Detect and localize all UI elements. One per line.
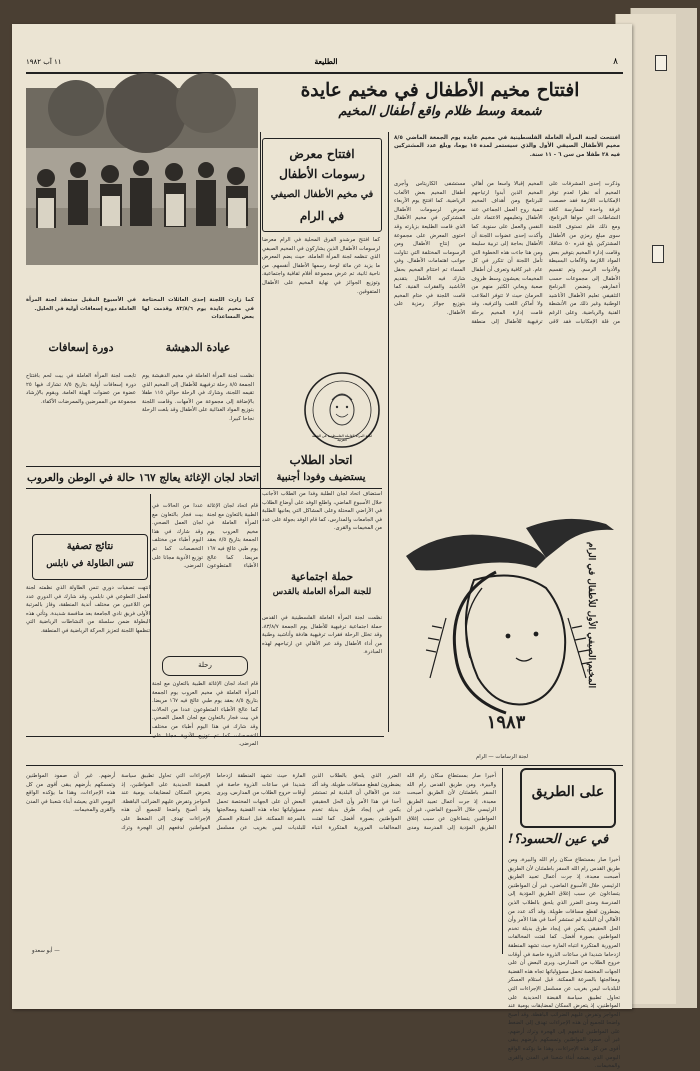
column-rule — [502, 768, 503, 954]
clinic-body: نظمت لجنة المرأة العاملة في مخيم الدهيشة يوم الجمعة ٨/٥ رحلة ترفيهية للأطفال إلى المخيم الذي تقيمه اللجنة، وشارك في الرحلة حوالي ١١٥ طفلا بالإضافة إلى مجموعة من الأمهات. وقامت اللجنة بتوزيع المواد الغذائية على الأطفال وقد بلغت الرحلة نجاحا كبيرا. — [142, 373, 255, 422]
summer-camp-poster — [386, 508, 622, 748]
main-article-body: وذكرت إحدى المشرفات على المخيم أنه نظرا لعدم توفر الإمكانيات اللازمة فقد خصصت غرفة واحدة لممارسة كافة النشاطات التي حواها البرنامج، ومع ذلك فلم تستوف اللجنة سوى مبلغ رمزي من الأطفال المشتركين بلغ قدره ٥٠ شاقلا، وقامت إدارة المخيم بتوفير بعض المواد اللازمة والألعاب البسيطة والأدوات الرسم. وتم تقسيم الأطفال إلى مجموعات حسب أعمارهم، وتضمن البرنامج التثقيفي تعليم الأطفال الأناشيد الوطنية وغير ذلك من الأنشطة الفنية والرياضية. وعلى الرغم من قلة الإمكانيات فقد لاقى المخيم إقبالا واسعا من أهالي المخيم الذين أبدوا ارتياحهم للبرنامج ومن أهداف المخيم تنمية روح العمل الجماعي عند الأطفال وتعليمهم الاعتماد على النفس والعمل على سنوية. كما وأكدت إحدى عضوات اللجنة أن الأطفال بحاجة إلى تربية سليمة ومن هنا جاءت هذه الخطوة التي تأمل اللجنة أن تتكرر في كل عام. غير كافية وتعرف أن أطفال المخيمات يعيشون وسط ظروف صعبة ويعاني الكثير منهم من الحرمان حيث لا تتوفر الملاعب ولا أماكن اللعب والترفيه، وقد قامت إدارة المخيم برحلة ترفيهية للأطفال إلى منطقة مستشفى الكاريتاس وأجرى أطفال المخيم بعض الألعاب الرياضية. كما افتتح يوم الأربعاء معرض لرسومات الأطفال المشتركين في مخيم الأطفال الذي قامت الطليعة بزيارته وقد احتوى المعرض على مجموعة من إنتاج الأطفال ومن الرسومات المختلفة التي تناولت جوانب اهتمامات الأطفال. وفي المساء تم اختتام المخيم بحفل شارك فيه الأطفال بتقديم الأناشيد والفقرات الفنية. كما قامت اللجنة في ختام المخيم بتوزيع جوائز رمزية على الأطفال. — [394, 181, 620, 325]
campaign-body: نظمت لجنة المرأة العاملة الفلسطينية في القدس حملة اجتماعية ترفيهية للأطفال يوم الجمعة ٨٣/٨/٧، وقد تخلل الرحلة فقرات ترفيهية هادفة وأناشيد وطنية من أداء الأطفال وقد عبر الأهالي عن ارتياحهم لهذه المبادرة. — [262, 615, 382, 656]
exhibition-title-line: رسومات الأطفال — [279, 167, 365, 181]
course-body: تابعت لجنة المرأة العاملة في بيت لحم بافتتاح دورة إسعافات أولية بتاريخ ٨/٥ تشارك فيها ٢٥ عضوة من عضوات الهيئة العامة. ويقوم بالإرشاد مجموعة من الممرضين والممرضات الأكفاء. — [26, 373, 136, 405]
exhibition-title-box — [262, 138, 382, 232]
exhibition-body: كما افتتح مرشدو الفرق المحلية في الرام معرضا لرسومات الأطفال الذين يشاركون في المخيم الصيفي الذي تنظمه لجنة المرأة العاملة، حيث يضم المعرض ما يزيد عن مائة لوحة رسمها الأطفال أنفسهم. من ناحية ثانية، تم عرض مجموعة أفلام ثقافية واجتماعية، وتوزيع الجوائز في نهاية المخيم على الأطفال المتفوقين. — [262, 237, 380, 295]
nablus-subtitle: تنس الطاولة في نابلس — [46, 559, 134, 569]
section-rule — [26, 488, 382, 489]
exhibition-title-line: في الرام — [299, 209, 345, 223]
exhibition-title-line: افتتاح معرض — [289, 147, 355, 161]
relief-body: قام اتحاد لجان الإغاثة الطبية بالتعاون مع لجنة المرأة العاملة في مخيم العروب يوم الجمعة بتاريخ ٨/٥ بعقد يوم طبي عالج فيه ١٦٧ مريضا. كما عالج الأطباء المتطوعون عددا من الحالات في بيت فجار بالتعاون مع لجان العمل الصحي. وقد شارك في هذا اليوم أطباء من مختلف التخصصات كما تم توزيع الأدوية مجانا على المرضى. — [152, 503, 258, 570]
header-rule — [26, 72, 623, 74]
bottom-rule — [26, 736, 384, 737]
column-rule — [260, 132, 261, 736]
relief-sign-box — [162, 656, 248, 676]
relief-headline: اتحاد لجان الإغاثة يعالج ١٦٧ حالة في الوطن والعروب — [26, 472, 260, 484]
section-rule — [26, 466, 260, 467]
campaign-subtitle: للجنة المرأة العاملة بالقدس — [272, 587, 372, 597]
page-number: ٨ — [613, 57, 618, 67]
course-title: دورة إسعافات — [48, 341, 114, 354]
main-lead: افتتحت لجنة المرأة العاملة الفلسطينية في مخيم عايدة يوم الجمعة الماضي ٨/٥ مخيم الأطفال الصيفي الأول والذي سيستمر لمدة ١٥ يوما، وبلغ عدد المشتركين فيه ٢٨ طفلا من سن ٦ - ١١ سنة. — [394, 135, 621, 158]
main-subheadline: شمعة وسط ظلام واقع أطفال المخيم — [338, 104, 542, 119]
page-tab-marker — [652, 245, 664, 263]
poster-year: ١٩٨٣ — [486, 712, 526, 733]
relief-body-continued: قام اتحاد لجان الإغاثة الطبية بالتعاون مع لجنة المرأة العاملة في مخيم العروب يوم الجمعة بتاريخ ٨/٥ بعقد يوم طبي عالج فيه ١٦٧ مريضا. كما عالج الأطباء المتطوعون عددا من الحالات في بيت فجار بالتعاون مع لجان العمل الصحي. وقد شارك في هذا اليوم أطباء من مختلف المرضى. — [152, 681, 258, 748]
column-rule — [150, 494, 151, 734]
nablus-title: نتائج تصفية — [66, 541, 114, 552]
road-byline: — أبو سعدو — [32, 948, 60, 954]
campaign-title: حملة اجتماعية — [290, 571, 354, 583]
exhibition-title-line: في مخيم الأطفال الصيفي — [270, 189, 374, 200]
course-lead: في الأسبوع المقبل ستعقد لجنة المرأة العاملة دورة إسعافات أولية في الخليل. — [26, 297, 136, 312]
publication-name: الطليعة — [314, 57, 338, 66]
relief-sign: رحلة — [198, 661, 212, 669]
main-headline: افتتاح مخيم الأطفال في مخيم عايدة — [300, 80, 580, 101]
road-body-continued: أخيرا صار بمستطاع سكان رام الله والبيرة، ومن طريق القدس رام الله السفر باطمئنان لأن الطريق أصبحت معبدة، إذ جرت أعمال تعبيد الطريق الرئيسي خلال الأسبوع الماضي، غير أن المواطنين يتساءلون عن سبب إغلاق الطريق المؤدية إلى المدرسة ومدى الضرر الذي يلحق بالطلاب الذين يضطرون لقطع مسافات طويلة. وقد أكد عدد من الأهالي أن البلدية لم تستشر أحدا في هذا الأمر وأن الحل الحقيقي يكمن في إيجاد طرق بديلة تخدم المواطنين بصورة أفضل. كما لفتت المخالفات المرورية المتكررة انتباه المارة حيث تشهد المنطقة ازدحاما شديدا في ساعات الذروة خاصة في أوقات خروج الطلاب من المدارس، ويرى البعض أن على الجهات المختصة تحمل مسؤولياتها تجاه هذه القضية ومعالجتها بالسرعة الممكنة. قبل استلام العسكر للبلديات ليس بغريب عن مسلسل الإجراءات التي تحاول تطبيق سياسة القبضة الحديدية على المواطنين، إذ يتعرض السكان لمضايقات يومية عند الحواجز وتفرض عليهم الضرائب الباهظة. وقد أصبح واضحا للجميع أن هذه الإجراءات تهدف إلى الضغط على المواطنين لدفعهم إلى الهجرة وترك أرضهم. غير أن صمود المواطنين وتمسكهم بأرضهم يبقى أقوى من كل هذه الإجراءات، وهذا ما يؤكده الواقع اليومي الذي يعيشه أبناء شعبنا في المدن والقرى والمخيمات. — [508, 857, 620, 1070]
page-tab-marker — [655, 55, 667, 71]
nablus-body: انتهت تصفيات دوري تنس الطاولة الذي نظمته لجنة العمل التطوعي في نابلس، وقد شارك في الدوري عدد من اللاعبين من مختلف أندية المنطقة، وفاز بالمرتبة الأولى فريق نادي الجامعة بعد منافسة شديدة. وتأتي هذه البطولة ضمن سلسلة من النشاطات الرياضية التي تنظمها اللجنة لتعزيز الحركة الرياضية في المنطقة. — [26, 585, 150, 634]
poster-caption: لجنة الرسامات — الرام — [475, 754, 529, 760]
photo-caption: كما زارت اللجنة إحدى العائلات المحتاجة في مخيم عايدة يوم ٨٣/٨/٦ وقدمت لها بعض المساعدات — [142, 297, 255, 321]
students-body: استضاف اتحاد لجان الطلبة وفدا من الطلاب الأجانب خلال الأسبوع الماضي، واطلع الوفد على أوضاع الطلاب في الأراضي المحتلة وعلى المشاكل التي يعانيها الطلبة في الجامعات والمدارس، كما قام الوفد بجولة على عدد من المخيمات والقرى. — [262, 491, 382, 532]
on-the-road-title: على الطريق — [531, 784, 605, 800]
page-header — [26, 57, 622, 71]
newspaper-page — [12, 24, 632, 1070]
children-photo — [26, 88, 258, 265]
poster-text: المخيم الصيفي الأول للأطفال في الرام — [586, 542, 596, 689]
committee-emblem — [302, 370, 382, 450]
students-subtitle: يستضيف وفودا أجنبية — [276, 472, 366, 483]
bottom-rule — [26, 765, 623, 766]
emblem-inner-text: لجنة المرأة العاملة الفلسطينية في الضفة الغربية — [312, 434, 372, 442]
children-photo-image — [26, 88, 258, 265]
column-rule — [388, 132, 389, 732]
issue-date: ١١ آب ١٩٨٢ — [26, 58, 62, 66]
clinic-title: عيادة الدهيشة — [165, 341, 231, 354]
nablus-title-box — [32, 534, 148, 580]
road-headline: في عين الحسود؟! — [507, 832, 609, 847]
road-body: أخيرا صار بمستطاع سكان رام الله والبيرة، ومن طريق القدس رام الله السفر باطمئنان لأن الطريق أصبحت معبدة، إذ جرت أعمال تعبيد الطريق الرئيسي خلال الأسبوع الماضي، غير أن المواطنين يتساءلون عن سبب إغلاق الطريق المؤدية إلى المدرسة ومدى الضرر الذي يلحق بالطلاب الذين يضطرون لقطع مسافات طويلة. وقد أكد عدد من الأهالي أن البلدية لم تستشر أحدا في هذا الأمر وأن الحل الحقيقي يكمن في إيجاد طرق بديلة تخدم المواطنين بصورة أفضل. كما لفتت المخالفات المرورية المتكررة انتباه المارة حيث تشهد المنطقة ازدحاما شديدا في ساعات الذروة خاصة في أوقات خروج الطلاب من المدارس، ويرى البعض أن على الجهات المختصة تحمل مسؤولياتها تجاه هذه القضية ومعالجتها بالسرعة الممكنة. قبل استلام العسكر للبلديات ليس بغريب عن مسلسل الإجراءات التي تحاول تطبيق سياسة القبضة الحديدية على المواطنين، إذ يتعرض السكان لمضايقات يومية عند الحواجز وتفرض عليهم الضرائب الباهظة. وقد أصبح واضحا للجميع أن هذه الإجراءات تهدف إلى الضغط على المواطنين لدفعهم إلى الهجرة وترك أرضهم. غير أن صمود المواطنين وتمسكهم بأرضهم يبقى أقوى من كل هذه الإجراءات، وهذا ما يؤكده الواقع اليومي الذي يعيشه أبناء شعبنا في المدن والقرى والمخيمات. — [26, 773, 496, 831]
on-the-road-box — [520, 768, 616, 828]
students-title: اتحاد الطلاب — [289, 453, 353, 467]
